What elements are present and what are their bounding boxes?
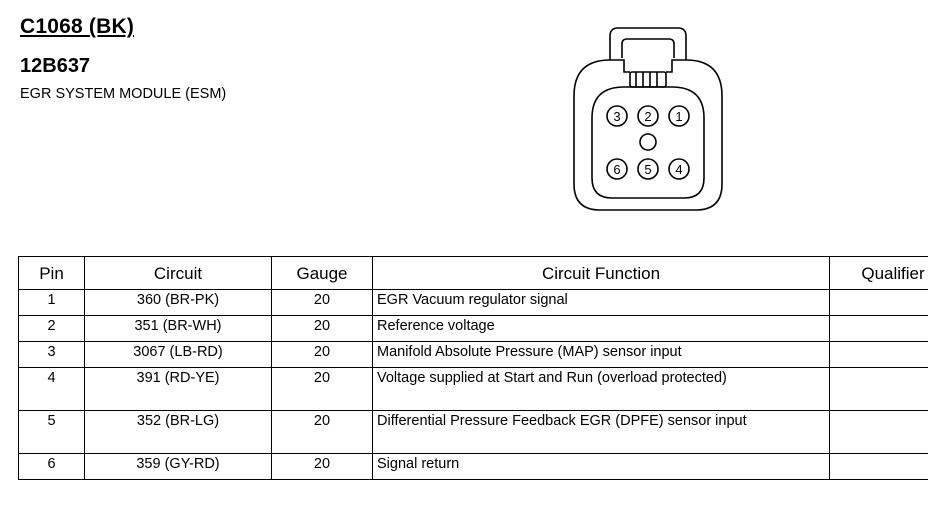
table-row xyxy=(19,290,928,316)
cell-gauge: 20 xyxy=(272,290,373,316)
connector-body-inner xyxy=(592,87,704,198)
table-row xyxy=(19,368,928,411)
cell-pin: 3 xyxy=(19,342,85,368)
cell-qualifier xyxy=(830,316,928,342)
cell-circuit: 359 (GY-RD) xyxy=(85,454,272,480)
column-header-gauge: Gauge xyxy=(272,257,373,290)
table-header xyxy=(19,257,928,290)
column-header-circuit: Circuit xyxy=(85,257,272,290)
cell-circuit: 3067 (LB-RD) xyxy=(85,342,272,368)
cell-qualifier xyxy=(830,368,928,411)
connector-body-outer xyxy=(574,60,722,210)
cell-function: Manifold Absolute Pressure (MAP) sensor input xyxy=(373,342,830,368)
cell-pin: 5 xyxy=(19,411,85,454)
cell-pin: 2 xyxy=(19,316,85,342)
alignment-post xyxy=(640,134,656,150)
cell-pin: 6 xyxy=(19,454,85,480)
cell-gauge: 20 xyxy=(272,368,373,411)
column-header-pin: Pin xyxy=(19,257,85,290)
latch-shoulder-left xyxy=(610,60,630,72)
part-number: 12B637 xyxy=(20,55,91,77)
table-row xyxy=(19,316,928,342)
pin-table xyxy=(18,256,928,480)
cell-function: Reference voltage xyxy=(373,316,830,342)
cell-function: Differential Pressure Feedback EGR (DPFE) sensor input xyxy=(373,411,830,454)
cell-qualifier xyxy=(830,290,928,316)
pin-label-3: 3 xyxy=(613,109,621,124)
cell-gauge: 20 xyxy=(272,411,373,454)
table-body xyxy=(19,290,928,480)
pin-label-2: 2 xyxy=(644,109,652,124)
cell-circuit: 352 (BR-LG) xyxy=(85,411,272,454)
cell-qualifier xyxy=(830,454,928,480)
latch-inner-outline xyxy=(622,39,674,58)
cell-function: EGR Vacuum regulator signal xyxy=(373,290,830,316)
cell-circuit: 351 (BR-WH) xyxy=(85,316,272,342)
cell-gauge: 20 xyxy=(272,454,373,480)
cell-qualifier xyxy=(830,342,928,368)
table-row xyxy=(19,342,928,368)
table-row xyxy=(19,454,928,480)
cell-function: Signal return xyxy=(373,454,830,480)
module-name: EGR SYSTEM MODULE (ESM) xyxy=(20,86,227,102)
connector-svg xyxy=(548,14,748,224)
table-row xyxy=(19,411,928,454)
cell-circuit: 391 (RD-YE) xyxy=(85,368,272,411)
pin-label-5: 5 xyxy=(644,162,652,177)
column-header-function: Circuit Function xyxy=(373,257,830,290)
latch-shoulder-right xyxy=(666,60,686,72)
pin-label-4: 4 xyxy=(675,162,683,177)
cell-function: Voltage supplied at Start and Run (overload protected) xyxy=(373,368,830,411)
cell-circuit: 360 (BR-PK) xyxy=(85,290,272,316)
table-header-row xyxy=(19,257,928,290)
cell-qualifier xyxy=(830,411,928,454)
cell-pin: 1 xyxy=(19,290,85,316)
connector-id: C1068 (BK) xyxy=(20,15,135,38)
cell-gauge: 20 xyxy=(272,342,373,368)
pin-label-6: 6 xyxy=(613,162,621,177)
column-header-qualifier: Qualifier xyxy=(830,257,928,290)
pin-label-1: 1 xyxy=(675,109,683,124)
cell-pin: 4 xyxy=(19,368,85,411)
cell-gauge: 20 xyxy=(272,316,373,342)
connector-diagram xyxy=(548,14,748,224)
connector-header xyxy=(20,14,520,103)
